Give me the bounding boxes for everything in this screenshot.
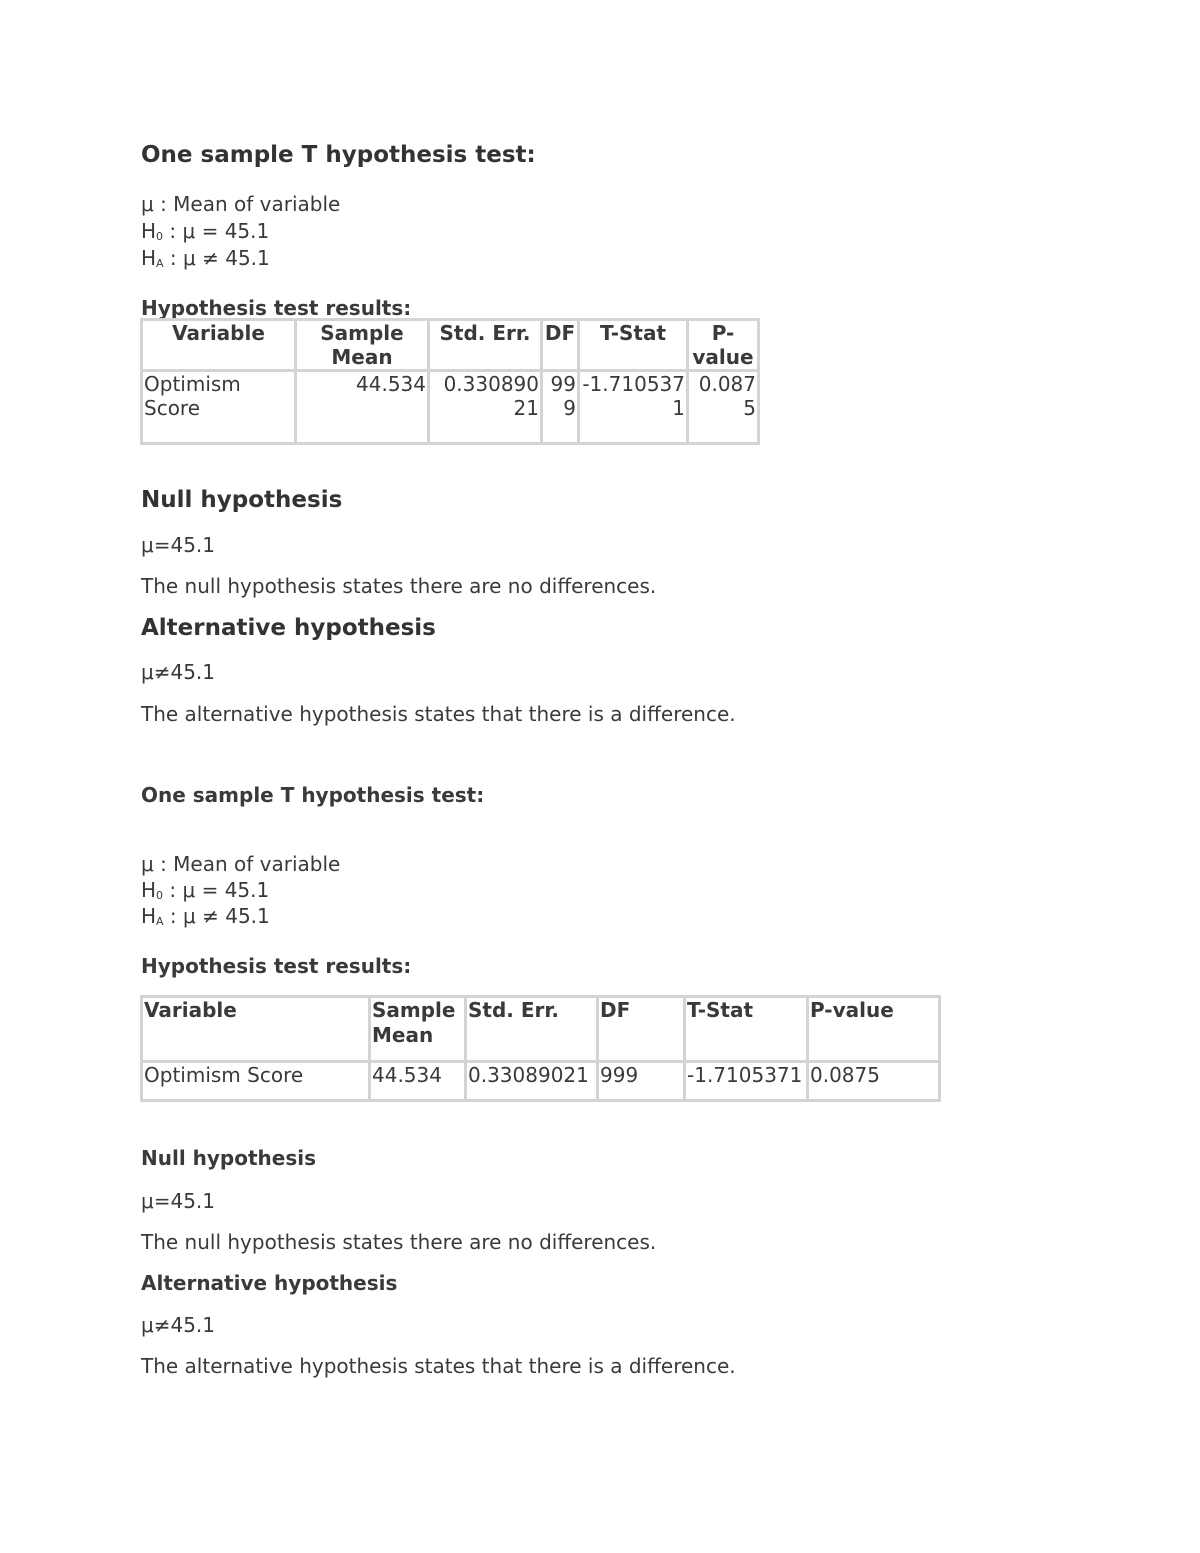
- cell-df: 999: [542, 371, 579, 444]
- section1-results-table: [140, 318, 760, 445]
- cell-sample-mean: 44.534: [296, 371, 429, 444]
- section2-alt-text: The alternative hypothesis states that there is a difference.: [141, 1354, 736, 1378]
- section2-alt-statement: $H_A$ : μ ≠ 45.1: [141, 904, 270, 928]
- section2-alt-equation: μ≠45.1: [141, 1313, 216, 1337]
- header-df: DF: [598, 997, 685, 1062]
- table-header-row: [142, 997, 940, 1062]
- cell-df: 999: [598, 1062, 685, 1101]
- section2-mu-definition: μ : Mean of variable: [141, 852, 341, 876]
- header-variable: Variable: [142, 997, 370, 1062]
- header-std-err: Std. Err.: [429, 320, 542, 371]
- header-df: DF: [542, 320, 579, 371]
- table-row: [142, 371, 759, 444]
- cell-p-value: 0.0875: [688, 371, 759, 444]
- section2-results-table: [140, 995, 941, 1102]
- section2-results-title: Hypothesis test results:: [141, 954, 412, 978]
- section1-null-statement: $H_0$ : μ = 45.1: [141, 219, 270, 243]
- section1-alt-text: The alternative hypothesis states that there is a difference.: [141, 702, 736, 726]
- section1-results-title: Hypothesis test results:: [141, 296, 412, 320]
- cell-t-stat: -1.7105371: [685, 1062, 808, 1101]
- cell-std-err: 0.33089021: [466, 1062, 598, 1101]
- cell-std-err: 0.33089021: [429, 371, 542, 444]
- section1-alt-statement: $H_A$ : μ ≠ 45.1: [141, 246, 270, 270]
- header-sample-mean: Sample Mean: [296, 320, 429, 371]
- header-t-stat: T-Stat: [685, 997, 808, 1062]
- section2-null-title: Null hypothesis: [141, 1146, 317, 1170]
- header-p-value: P-value: [688, 320, 759, 371]
- section2-null-text: The null hypothesis states there are no differences.: [141, 1230, 657, 1254]
- section2-alt-title: Alternative hypothesis: [141, 1271, 398, 1295]
- header-variable: Variable: [142, 320, 296, 371]
- cell-t-stat: -1.7105371: [579, 371, 688, 444]
- section1-alt-equation: μ≠45.1: [141, 660, 216, 684]
- section1-title: One sample T hypothesis test:: [141, 142, 536, 168]
- section1-null-text: The null hypothesis states there are no differences.: [141, 574, 657, 598]
- cell-variable: Optimism Score: [142, 371, 296, 444]
- section2-null-equation: μ=45.1: [141, 1189, 216, 1213]
- section1-alt-title: Alternative hypothesis: [141, 615, 436, 641]
- header-p-value: P-value: [808, 997, 940, 1062]
- section2-null-statement: $H_0$ : μ = 45.1: [141, 878, 270, 902]
- table-header-row: [142, 320, 759, 371]
- header-sample-mean: Sample Mean: [370, 997, 466, 1062]
- header-t-stat: T-Stat: [579, 320, 688, 371]
- section1-null-title: Null hypothesis: [141, 487, 343, 513]
- section1-null-equation: μ=45.1: [141, 533, 216, 557]
- section1-mu-definition: μ : Mean of variable: [141, 192, 341, 216]
- header-std-err: Std. Err.: [466, 997, 598, 1062]
- section2-title: One sample T hypothesis test:: [141, 783, 485, 807]
- table-row: [142, 1062, 940, 1101]
- cell-p-value: 0.0875: [808, 1062, 940, 1101]
- cell-sample-mean: 44.534: [370, 1062, 466, 1101]
- cell-variable: Optimism Score: [142, 1062, 370, 1101]
